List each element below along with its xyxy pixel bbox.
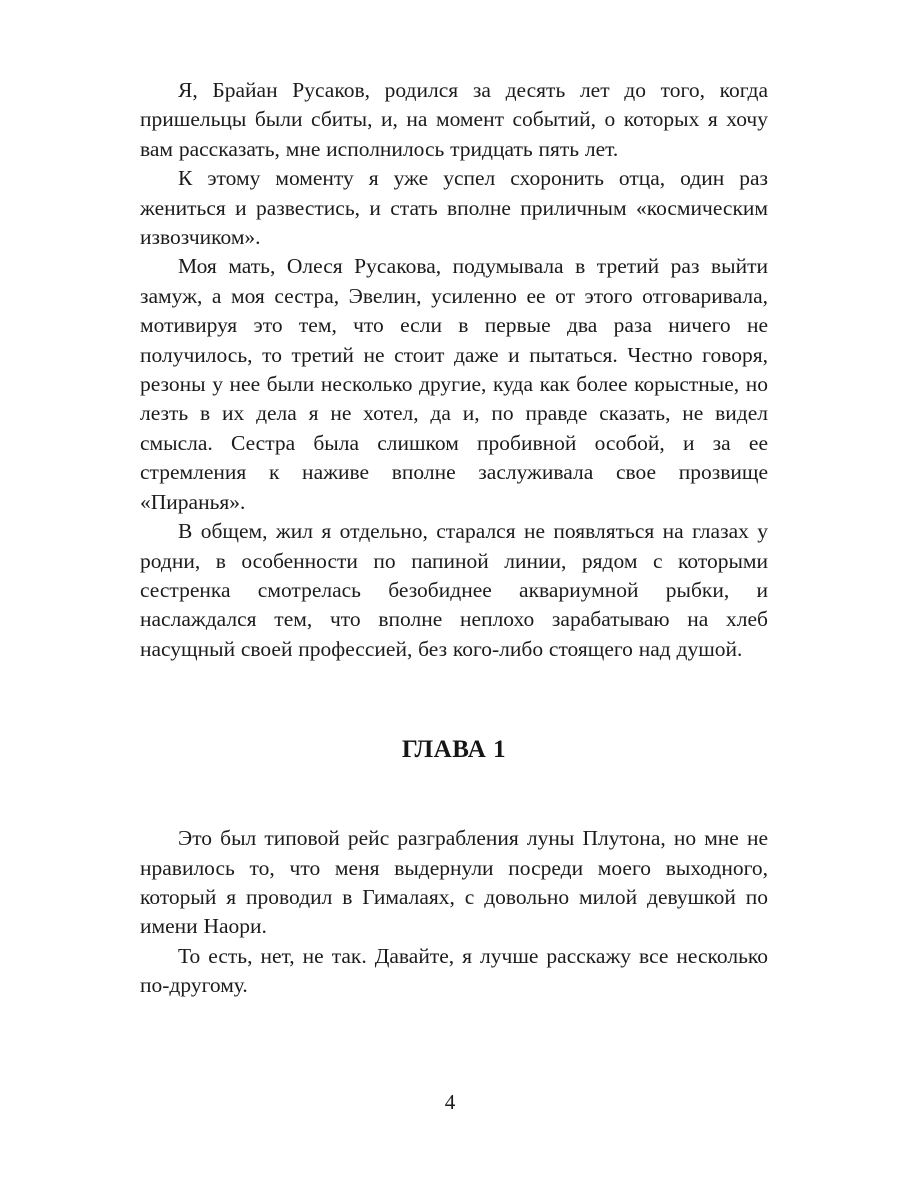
paragraph: Я, Брайан Русаков, родился за десять лет до того, когда пришельцы были сбиты, и, на момент событий, о которых я хочу вам рассказать, мне исполнилось тридцать пять лет. — [140, 78, 768, 161]
paragraph: Моя мать, Олеся Русакова, подумывала в третий раз выйти замуж, а моя сестра, Эвелин, усиленно ее от этого отговаривала, мотивируя это тем, что если в первые два раза ничего не получилось, то третий не стоит даже и пытаться. Честно говоря, резоны у нее были несколько другие, куда как более корыстные, но лезть в их дела я не хотел, да и, по правде сказать, не видел смысла. Сестра была слишком пробивной особой, и за ее стремления к наживе вполне заслуживала свое прозвище «Пиранья». — [140, 254, 768, 514]
chapter-heading: ГЛАВА 1 — [401, 736, 507, 764]
paragraph: Это был типовой рейс разграбления луны Плутона, но мне не нравилось то, что меня выдернули посреди моего выходного, который я проводил в Гималаях, с довольно милой девушкой по имени Наори. — [140, 826, 768, 939]
page-number: 4 — [444, 1090, 456, 1114]
paragraph: То есть, нет, не так. Давайте, я лучше расскажу все несколько по-другому. — [140, 943, 768, 998]
paragraph: К этому моменту я уже успел схоронить отца, один раз жениться и развестись, и стать вполне приличным «космическим извозчиком». — [140, 166, 768, 250]
paragraph: В общем, жил я отдельно, старался не появляться на глазах у родни, в особенности по папиной линии, рядом с которыми сестренка смотрелась безобиднее аквариумной рыбки, и наслаждался тем, что вполне неплохо зарабатываю на хлеб насущный своей профессией, без кого-либо стоящего над душой. — [140, 519, 768, 661]
page-text-area — [140, 76, 768, 1001]
